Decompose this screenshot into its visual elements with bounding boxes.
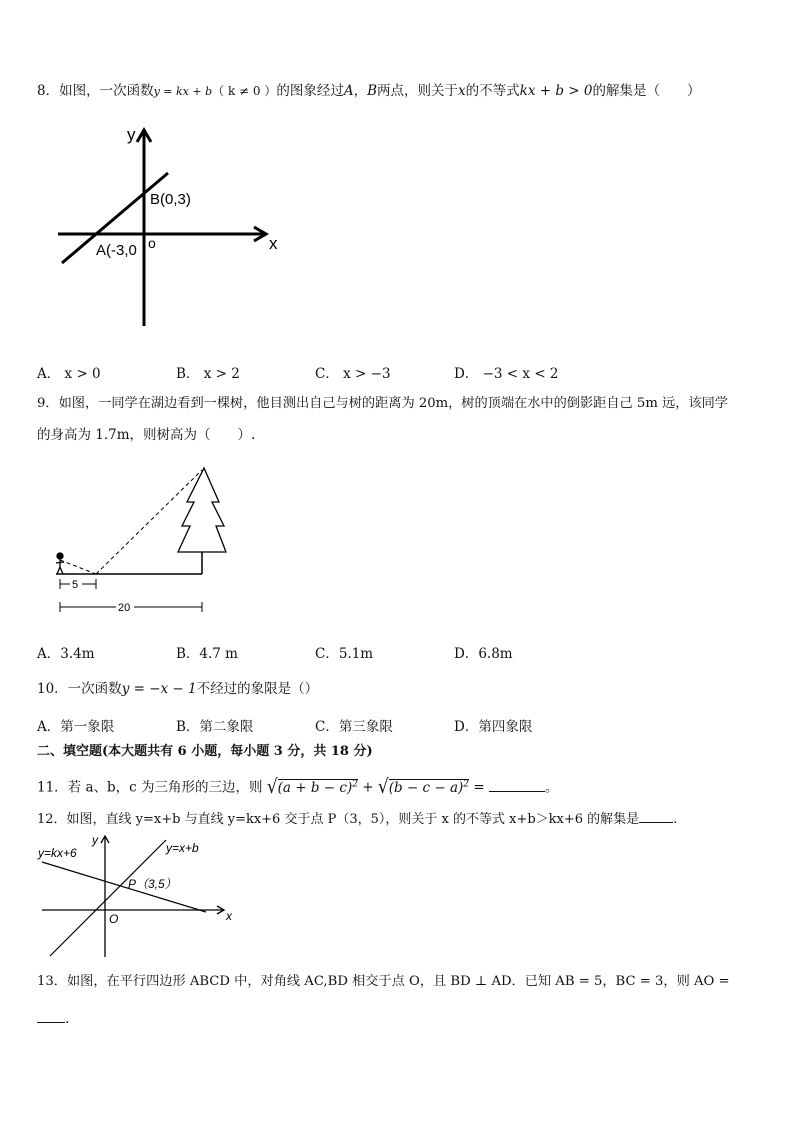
q9-option-a[interactable]: A．3.4m [37,646,95,662]
q9-person-icon [56,553,64,574]
q8-text-a: 如图，一次函数 [59,83,154,99]
q9-option-d[interactable]: D．6.8m [454,646,513,662]
q8-option-a[interactable]: A． x > 0 [37,366,101,382]
q12-label-xb: y=x+b [166,841,199,855]
q13-end: . [65,1011,70,1027]
q10-function: y = −x − 1 [121,681,197,697]
q12-end: . [673,812,678,827]
q10-stem [37,680,318,698]
q8-x-label: x [269,234,278,253]
q8-point-b: B [367,83,378,99]
q13-line1: 13．如图，在平行四边形 ABCD 中，对角线 AC,BD 相交于点 O，且 BD ⊥ AD．已知 AB = 5，BC = 3，则 AO = [37,974,730,989]
q8-b-label: B(0,3) [150,191,191,208]
q11-plus: + [362,779,374,796]
q12-line-kx6 [42,862,206,912]
q12-answer-blank[interactable] [639,822,673,823]
q10-text-b: 不经过的象限是（） [196,681,319,697]
q12-label-p: P（3,5） [128,877,177,891]
q9-sight-dashed-1 [60,560,96,574]
q10-option-c[interactable]: C．第三象限 [315,719,393,735]
q11-radicand-1 [278,779,358,796]
q12-label-x: x [226,909,232,923]
section2-heading: 二、填空题(本大题共有 6 小题，每小题 3 分，共 18 分) [37,744,373,759]
q11-sqrt-icon-2: √ [377,775,389,798]
q11-exp2: 2 [463,779,470,789]
q10-text-a: 10．一次函数 [37,681,122,697]
q9-option-b[interactable]: B．4.7 m [176,646,238,662]
q8-number: 8． [37,83,60,99]
q11-sqrt-icon: √ [266,775,278,798]
q8-inequality: kx + b > 0 [519,83,593,99]
q13-line2 [37,1010,69,1028]
q10-option-b[interactable]: B．第二象限 [176,719,254,735]
q8-option-c[interactable]: C． x > −3 [315,366,391,382]
q11-answer-blank[interactable] [489,791,545,792]
q9-tree [178,468,226,552]
q8-stem [37,82,701,101]
q11-end: 。 [544,779,559,796]
q8-figure [50,118,290,333]
q12-label-y: y [92,833,98,847]
q9-option-c[interactable]: C．5.1m [315,646,374,662]
q8-text-c: 两点，则关于 [377,83,459,99]
q13-answer-blank[interactable] [37,1022,65,1023]
q11-radicand-2 [389,779,469,796]
q12-stem [37,811,677,829]
q8-point-a: A [343,83,354,99]
q11-text-a: 11．若 a、b，c 为三角形的三边，则 [37,779,263,796]
q9-dim5-label: 5 [72,579,79,591]
q11-rad1-text: (a + b − c) [277,779,353,796]
q10-option-d[interactable]: D．第四象限 [454,719,533,735]
q10-option-a[interactable]: A．第一象限 [37,719,115,735]
q8-origin-label: o [148,235,156,251]
q8-y-label: y [127,125,136,144]
q8-sep: ， [353,83,368,99]
q11-equals: = [473,779,485,796]
q12-label-kx6: y=kx+6 [38,846,77,860]
q8-condition: （ k ≠ 0 ） [212,84,277,98]
q8-text-e: 的解集是（ ） [592,83,701,99]
q9-figure [50,464,240,619]
q8-text-b: 的图象经过 [276,83,344,99]
q8-option-d[interactable]: D． −3 < x < 2 [454,366,559,382]
q8-a-label: A(-3,0 [96,242,137,259]
q11-exp1: 2 [352,779,358,789]
q8-function: y = kx + b [153,85,213,98]
q9-line2: 的身高为 1.7m，则树高为（ ）. [37,427,256,443]
q11-rad2-text: (b − c − a) [388,779,464,796]
q9-dim20-label: 20 [118,602,131,614]
q8-text-d: 的不等式 [465,83,520,99]
q11-stem [37,775,558,797]
q12-figure [36,832,246,962]
q9-line1: 9．如图，一同学在湖边看到一棵树，他目测出自己与树的距离为 20m，树的顶端在水中的倒影距自己 5m 远，该同学 [37,396,728,411]
q12-label-o: O [109,912,119,926]
q8-var: x [458,83,466,99]
q12-text: 12．如图，直线 y=x+b 与直线 y=kx+6 交于点 P（3，5），则关于 x 的不等式 x+b＞kx+6 的解集是 [37,812,640,827]
q8-option-b[interactable]: B． x > 2 [176,366,240,382]
